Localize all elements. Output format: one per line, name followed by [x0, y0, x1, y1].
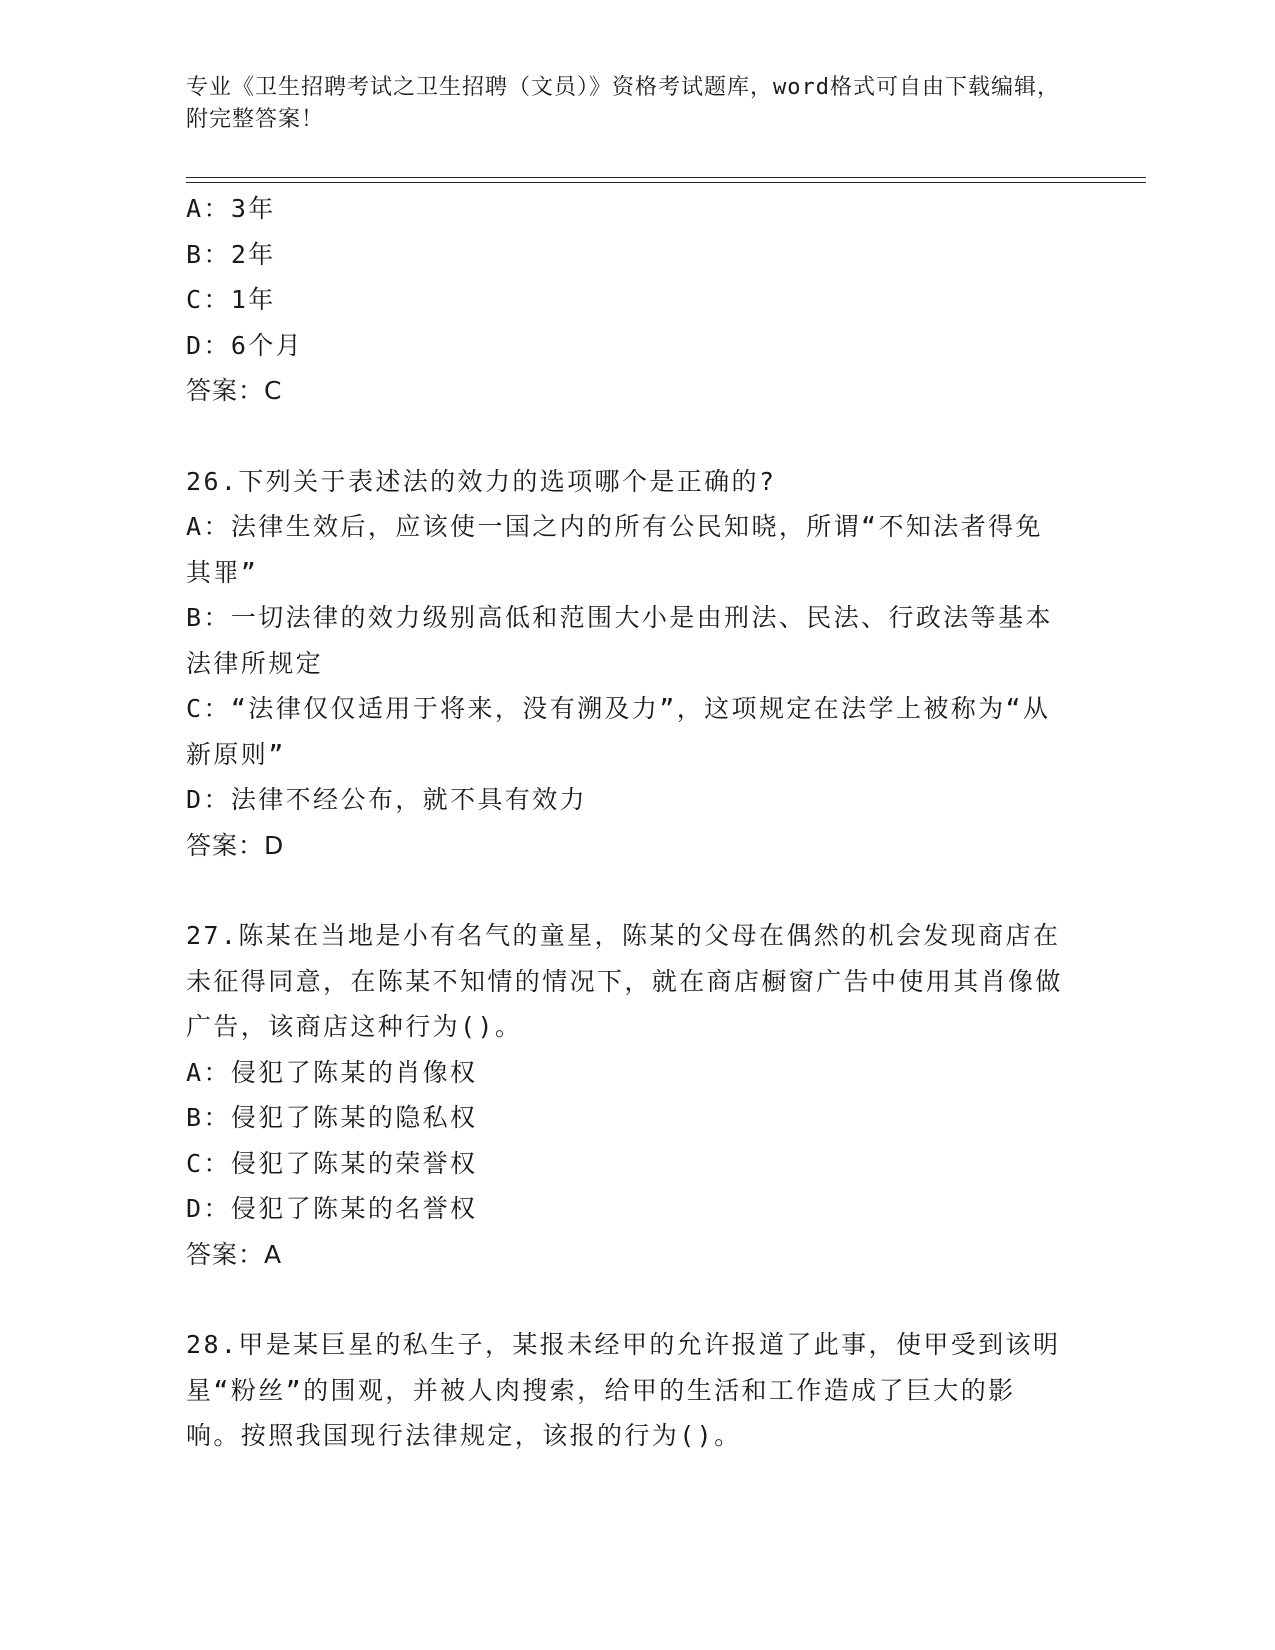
spacer	[186, 1277, 1066, 1322]
header-divider-bottom	[186, 182, 1146, 183]
q27-question: 27.陈某在当地是小有名气的童星，陈某的父母在偶然的机会发现商店在未征得同意，在陈某不知情的情况下，就在商店橱窗广告中使用其肖像做广告，该商店这种行为()。	[186, 921, 1063, 1041]
q25-option-b: B：2年	[186, 239, 276, 269]
q27-option-d: D：侵犯了陈某的名誉权	[186, 1194, 478, 1223]
q27-option-a: A：侵犯了陈某的肖像权	[186, 1057, 478, 1087]
spacer	[186, 414, 1066, 459]
q26-option-d: D：法律不经公布，就不具有效力	[186, 785, 588, 814]
q28-question: 28.甲是某巨星的私生子，某报未经甲的允许报道了此事，使甲受到该明星“粉丝”的围观，并被人肉搜索，给甲的生活和工作造成了巨大的影响。按照我国现行法律规定，该报的行为()。	[186, 1330, 1061, 1450]
q27-option-c: C：侵犯了陈某的荣誉权	[186, 1148, 478, 1178]
q25-option-a: A：3年	[186, 194, 276, 223]
q26-option-b: B：一切法律的效力级别高低和范围大小是由刑法、民法、行政法等基本法律所规定	[186, 603, 1053, 678]
q26-option-a: A：法律生效后，应该使一国之内的所有公民知晓，所谓“不知法者得免其罪”	[186, 512, 1043, 587]
spacer	[186, 868, 1066, 913]
q25-answer: 答案：C	[186, 376, 283, 405]
q27-answer: 答案：A	[186, 1239, 283, 1269]
q27-option-b: B：侵犯了陈某的隐私权	[186, 1103, 478, 1132]
header-divider-top	[186, 177, 1146, 178]
q26-question: 26.下列关于表述法的效力的选项哪个是正确的?	[186, 466, 777, 496]
document-header: 专业《卫生招聘考试之卫生招聘（文员）》资格考试题库，word格式可自由下载编辑，附完整答案！	[186, 75, 1060, 132]
q26-option-c: C：“法律仅仅适用于将来，没有溯及力”，这项规定在法学上被称为“从新原则”	[186, 694, 1051, 769]
question-body	[186, 186, 1066, 1459]
q25-option-d: D：6个月	[186, 330, 304, 360]
q25-option-c: C：1年	[186, 285, 276, 314]
q26-answer: 答案：D	[186, 830, 285, 860]
